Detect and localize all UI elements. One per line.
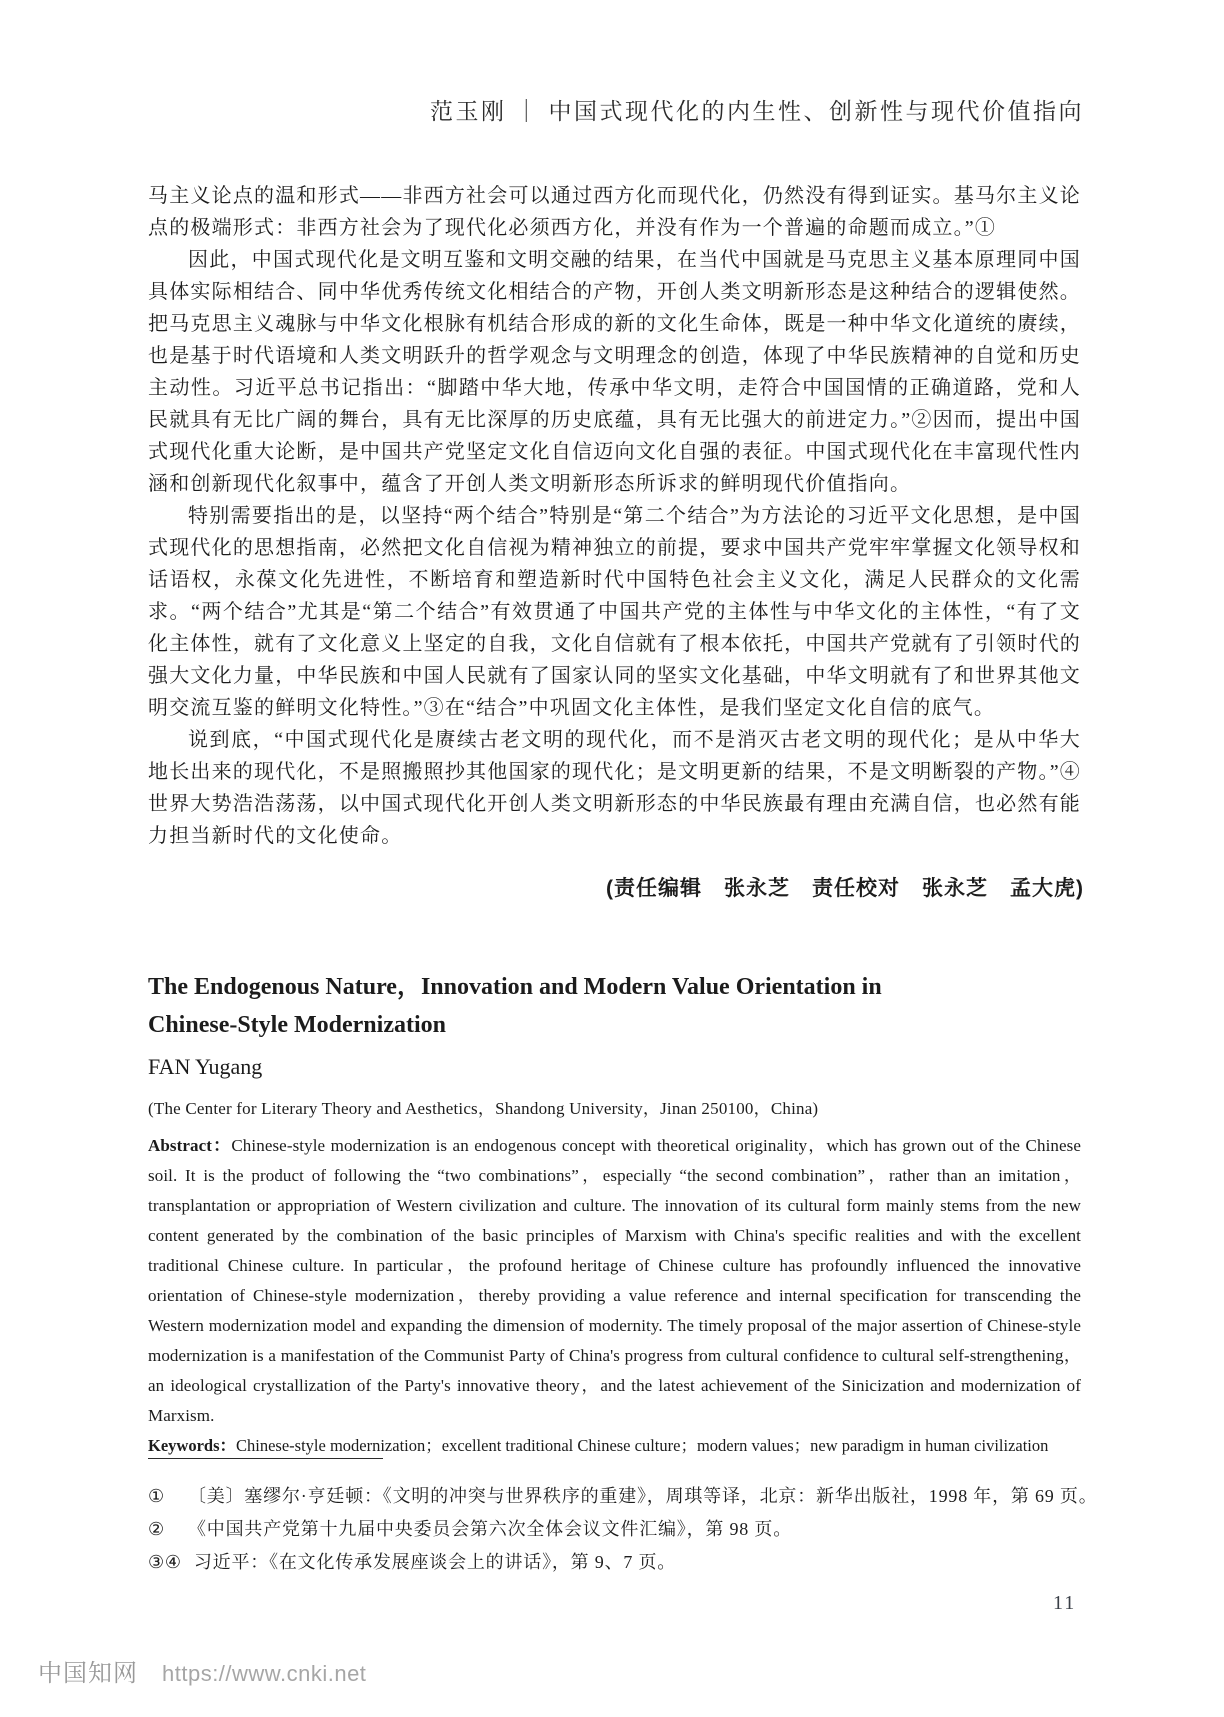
cnki-logo-text: 中国知网 xyxy=(38,1660,138,1687)
body-paragraph: 说到底，“中国式现代化是赓续古老文明的现代化，而不是消灭古老文明的现代化；是从中华大地长出来的现代化，不是照搬照抄其他国家的现代化；是文明更新的结果，不是文明断裂的产物。”④世界大势浩浩荡荡，以中国式现代化开创人类文明新形态的中华民族最有理由充满自信，也必然有能力担当新时代的文化使命。 xyxy=(148,729,1081,847)
footnotes xyxy=(148,1480,1108,1579)
english-author: FAN Yugang xyxy=(148,1054,263,1079)
footnote-item xyxy=(148,1480,1108,1513)
footnote-item xyxy=(148,1546,1108,1579)
article-body xyxy=(148,180,1081,852)
abstract-label: Abstract： xyxy=(148,1136,232,1155)
body-paragraph: 因此，中国式现代化是文明互鉴和文明交融的结果，在当代中国就是马克思主义基本原理同中国具体实际相结合、同中华优秀传统文化相结合的产物，开创人类文明新形态是这种结合的逻辑使然。把马克思主义魂脉与中华文化根脉有机结合形成的新的文化生命体，既是一种中华文化道统的赓续，也是基于时代语境和人类文明跃升的哲学观念与文明理念的创造，体现了中华民族精神的自觉和历史主动性。习近平总书记指出：“脚踏中华大地，传承中华文明，走符合中国国情的正确道路，党和人民就具有无比广阔的舞台，具有无比深厚的历史底蕴，具有无比强大的前进定力。”②因而，提出中国式现代化重大论断，是中国共产党坚定文化自信迈向文化自强的表征。中国式现代化在丰富现代性内涵和创新现代化叙事中，蕴含了开创人类文明新形态所诉求的鲜明现代价值指向。 xyxy=(148,249,1081,495)
footnote-item xyxy=(148,1513,1108,1546)
body-paragraph: 特别需要指出的是，以坚持“两个结合”特别是“第二个结合”为方法论的习近平文化思想，是中国式现代化的思想指南，必然把文化自信视为精神独立的前提，要求中国共产党牢牢掌握文化领导权和话语权，永葆文化先进性，不断培育和塑造新时代中国特色社会主义文化，满足人民群众的文化需求。“两个结合”尤其是“第二个结合”有效贯通了中国共产党的主体性与中华文化的主体性，“有了文化主体性，就有了文化意义上坚定的自我，文化自信就有了根本依托，中国共产党就有了引领时代的强大文化力量，中华民族和中国人民就有了国家认同的坚实文化基础，中华文明就有了和世界其他文明交流互鉴的鲜明文化特性。”③在“结合”中巩固文化主体性，是我们坚定文化自信的底气。 xyxy=(148,505,1081,719)
footnote-marker: ① xyxy=(148,1486,165,1506)
english-keywords xyxy=(148,1431,1081,1461)
abstract-text: Chinese-style modernization is an endogenous concept with theoretical originality，which has grown out of the Chinese soil. It is the product of following the “two combinations”，especially “the second combination”，rather than an imitation，transplantation or appropriation of Western civilization and culture. The innovation of its cultural form mainly stems from the new content generated by the combination of the basic principles of Marxism with China's specific realities and with the excellent traditional Chinese culture. In particular，the profound heritage of Chinese culture has profoundly influenced the innovative orientation of Chinese-style modernization，thereby providing a value reference and internal specification for transcending the Western modernization model and expanding the dimension of modernity. The timely proposal of the major assertion of Chinese-style modernization is a manifestation of the Communist Party of China's progress from cultural confidence to cultural self-strengthening，an ideological crystallization of the Party's innovative theory，and the latest achievement of the Sinicization and modernization of Marxism. xyxy=(148,1136,1081,1425)
english-title-line1: The Endogenous Nature，Innovation and Modern Value Orientation in xyxy=(148,974,882,1000)
footnote-marker: ③④ xyxy=(148,1552,182,1572)
footnote-separator xyxy=(148,1458,383,1459)
cnki-watermark xyxy=(38,1653,366,1688)
editor-credit-line: (责任编辑 张永芝 责任校对 张永芝 孟大虎) xyxy=(606,877,1084,900)
cnki-url: https://www.cnki.net xyxy=(162,1661,367,1686)
keywords-label: Keywords： xyxy=(148,1436,236,1455)
english-affiliation: (The Center for Literary Theory and Aesthetics，Shandong University，Jinan 250100，China) xyxy=(148,1099,819,1118)
footnote-text: 《中国共产党第十九届中央委员会第六次全体会议文件汇编》，第 98 页。 xyxy=(188,1519,792,1539)
body-paragraph: 马主义论点的温和形式——非西方社会可以通过西方化而现代化，仍然没有得到证实。基马尔主义论点的极端形式：非西方社会为了现代化必须西方化，并没有作为一个普遍的命题而成立。”① xyxy=(148,185,1081,239)
english-title-line2: Chinese-Style Modernization xyxy=(148,1012,446,1038)
english-abstract-block xyxy=(148,968,1081,1461)
running-header: 范玉刚 ｜ 中国式现代化的内生性、创新性与现代价值指向 xyxy=(430,99,1084,124)
keywords-text: Chinese-style modernization；excellent traditional Chinese culture；modern values；new paradigm in human civilization xyxy=(236,1436,1049,1455)
footnote-text: 习近平：《在文化传承发展座谈会上的讲话》，第 9、7 页。 xyxy=(193,1552,677,1572)
footnote-marker: ② xyxy=(148,1519,165,1539)
english-abstract xyxy=(148,1131,1081,1431)
footnote-text: 〔美〕塞缪尔·亨廷顿：《文明的冲突与世界秩序的重建》，周琪等译，北京：新华出版社，1998 年，第 69 页。 xyxy=(188,1486,1098,1506)
english-title xyxy=(148,968,1081,1044)
page-number: 11 xyxy=(1053,1592,1077,1614)
